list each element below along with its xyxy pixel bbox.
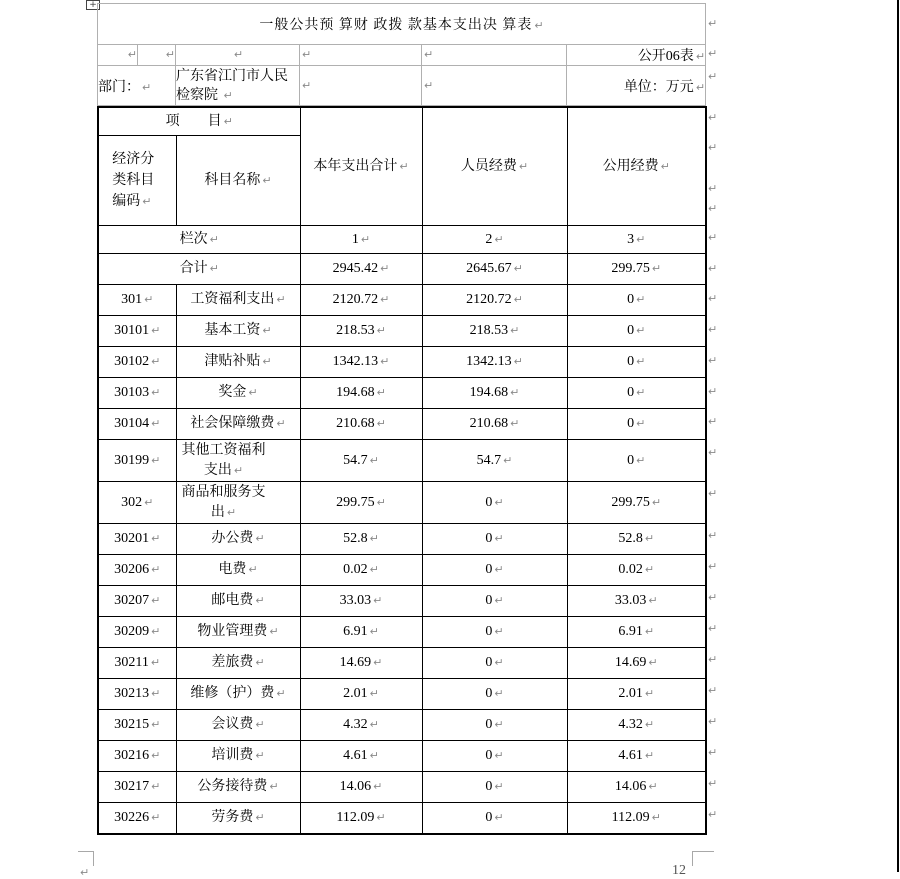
row-code-cell[interactable]: 30213 ↵ (98, 679, 176, 710)
header-index-1[interactable]: 1 ↵ (300, 226, 422, 254)
pilcrow-mark: ↵ (708, 182, 718, 195)
pilcrow-mark: ↵ (255, 656, 265, 669)
pilcrow-mark: ↵ (708, 653, 718, 666)
table-row (98, 316, 706, 347)
row-code-cell[interactable]: 30103 ↵ (98, 378, 176, 409)
row-code-cell[interactable]: 30215 ↵ (98, 710, 176, 741)
header-index-3[interactable]: 3 ↵ (567, 226, 706, 254)
row-name-cell[interactable]: 会议费 ↵ (176, 710, 300, 741)
row-name-cell[interactable]: 工资福利支出 ↵ (176, 285, 300, 316)
pilcrow-mark: ↵ (708, 560, 718, 573)
table-row (98, 482, 706, 524)
pilcrow-mark: ↵ (651, 495, 662, 509)
row-value-cell[interactable]: 4.32 ↵ (567, 710, 706, 741)
pilcrow-mark: ↵ (494, 232, 504, 246)
header-item-group[interactable]: 项 目 ↵ (98, 107, 300, 136)
pilcrow-mark: ↵ (494, 495, 504, 509)
pilcrow-mark: ↵ (636, 232, 646, 246)
pilcrow-mark: ↵ (636, 386, 646, 399)
pilcrow-mark: ↵ (510, 324, 520, 337)
row-value-cell[interactable]: 2.01 ↵ (567, 679, 706, 710)
pilcrow-mark: ↵ (380, 293, 390, 306)
expenditure-table (97, 106, 707, 835)
row-name-cell[interactable]: 办公费 ↵ (176, 524, 300, 555)
pilcrow-mark: ↵ (644, 687, 655, 700)
pilcrow-mark: ↵ (708, 70, 718, 83)
row-code-cell[interactable]: 30217 ↵ (98, 772, 176, 803)
pilcrow-mark: ↵ (708, 47, 718, 60)
row-name-cell[interactable]: 基本工资 ↵ (176, 316, 300, 347)
pilcrow-mark: ↵ (510, 417, 520, 430)
pilcrow-mark: ↵ (151, 532, 161, 545)
table-row (98, 409, 706, 440)
row-code-cell[interactable]: 30199 ↵ (98, 440, 176, 482)
row-value-cell[interactable]: 0 ↵ (567, 285, 706, 316)
sheet-label-row (98, 45, 706, 66)
pilcrow-mark: ↵ (644, 749, 655, 762)
row-value-cell[interactable]: 0 ↵ (422, 772, 567, 803)
pilcrow-mark: ↵ (369, 625, 379, 638)
pilcrow-mark: ↵ (708, 202, 718, 215)
pilcrow-mark: ↵ (424, 48, 434, 61)
table-row (98, 741, 706, 772)
pilcrow-mark: ↵ (651, 262, 662, 275)
table-row (98, 347, 706, 378)
pilcrow-mark: ↵ (636, 417, 646, 430)
row-value-cell[interactable]: 112.09 ↵ (567, 803, 706, 834)
pilcrow-mark: ↵ (424, 78, 434, 92)
row-value-cell[interactable]: 2.01 ↵ (300, 679, 422, 710)
pilcrow-mark: ↵ (494, 780, 504, 793)
table-row (98, 254, 706, 285)
row-value-cell[interactable]: 0 ↵ (422, 710, 567, 741)
title-table (97, 3, 706, 106)
row-value-cell[interactable]: 54.7 ↵ (422, 440, 567, 482)
text-boundary-mark (78, 851, 94, 852)
unit-label[interactable]: 单位：万元 ↵ (567, 66, 706, 106)
pilcrow-mark: ↵ (636, 453, 646, 467)
pilcrow-mark: ↵ (644, 563, 655, 576)
row-value-cell[interactable]: 0 ↵ (422, 586, 567, 617)
pilcrow-mark: ↵ (648, 594, 658, 607)
pilcrow-mark: ↵ (302, 78, 312, 92)
pilcrow-mark: ↵ (151, 386, 161, 399)
pilcrow-mark: ↵ (494, 656, 504, 669)
row-value-cell[interactable]: 52.8 ↵ (300, 524, 422, 555)
pilcrow-mark: ↵ (151, 417, 161, 430)
table-move-handle[interactable]: + (86, 0, 100, 10)
pilcrow-mark: ↵ (376, 324, 386, 337)
row-name-cell[interactable]: 培训费 ↵ (176, 741, 300, 772)
empty-cell[interactable] (300, 66, 422, 106)
row-name-cell[interactable]: 差旅费 ↵ (176, 648, 300, 679)
pilcrow-mark: ↵ (302, 48, 312, 61)
pilcrow-mark: ↵ (695, 50, 706, 63)
row-value-cell[interactable]: 299.75 ↵ (300, 482, 422, 524)
pilcrow-mark: ↵ (373, 594, 383, 607)
pilcrow-mark: ↵ (151, 718, 161, 731)
row-value-cell[interactable]: 194.68 ↵ (422, 378, 567, 409)
pilcrow-mark: ↵ (151, 780, 161, 793)
empty-cell[interactable] (300, 45, 422, 66)
pilcrow-mark: ↵ (369, 687, 379, 700)
row-code-cell[interactable]: 302 ↵ (98, 482, 176, 524)
row-value-cell[interactable]: 14.69 ↵ (300, 648, 422, 679)
pilcrow-mark: ↵ (151, 563, 161, 576)
row-code-cell[interactable]: 30206 ↵ (98, 555, 176, 586)
text-boundary-mark (692, 851, 693, 866)
row-value-cell[interactable]: 218.53 ↵ (300, 316, 422, 347)
pilcrow-mark: ↵ (644, 625, 655, 638)
page-number: 12 (672, 863, 686, 878)
header-row-index (98, 226, 706, 254)
row-value-cell[interactable]: 2645.67 ↵ (422, 254, 567, 285)
row-value-cell[interactable]: 0 ↵ (422, 679, 567, 710)
pilcrow-mark: ↵ (144, 495, 154, 509)
row-value-cell[interactable]: 52.8 ↵ (567, 524, 706, 555)
pilcrow-mark: ↵ (708, 354, 718, 367)
department-row (98, 66, 706, 106)
text-boundary-mark (692, 851, 714, 852)
pilcrow-mark: ↵ (503, 453, 513, 467)
row-value-cell[interactable]: 0 ↵ (422, 524, 567, 555)
pilcrow-mark: ↵ (708, 715, 718, 728)
row-value-cell[interactable]: 1342.13 ↵ (300, 347, 422, 378)
pilcrow-mark: ↵ (648, 780, 658, 793)
pilcrow-mark: ↵ (644, 718, 655, 731)
pilcrow-mark: ↵ (708, 415, 718, 428)
pilcrow-mark: ↵ (708, 746, 718, 759)
row-value-cell[interactable]: 0 ↵ (567, 440, 706, 482)
pilcrow-mark: ↵ (151, 687, 161, 700)
pilcrow-mark: ↵ (142, 195, 152, 208)
empty-cell[interactable] (422, 66, 567, 106)
pilcrow-mark: ↵ (494, 749, 504, 762)
pilcrow-mark: ↵ (255, 594, 265, 607)
pilcrow-mark: ↵ (255, 749, 265, 762)
row-name-cell[interactable]: 社会保障缴费 ↵ (176, 409, 300, 440)
table-row (98, 285, 706, 316)
row-value-cell[interactable]: 2120.72 ↵ (422, 285, 567, 316)
pilcrow-mark: ↵ (269, 780, 279, 793)
pilcrow-mark: ↵ (276, 687, 286, 700)
pilcrow-mark: ↵ (369, 532, 379, 545)
pilcrow-mark: ↵ (708, 262, 718, 275)
row-value-cell[interactable]: 299.75 ↵ (567, 482, 706, 524)
pilcrow-mark: ↵ (494, 625, 504, 638)
sheet-label[interactable]: 公开06表 ↵ (567, 45, 706, 66)
pilcrow-mark: ↵ (534, 19, 544, 32)
table-row (98, 524, 706, 555)
row-name-cell[interactable]: 物业管理费 ↵ (176, 617, 300, 648)
table-row (98, 555, 706, 586)
pilcrow-mark: ↵ (399, 159, 409, 173)
pilcrow-mark: ↵ (369, 718, 379, 731)
pilcrow-mark: ↵ (660, 159, 670, 173)
pilcrow-mark: ↵ (494, 532, 504, 545)
table-row (98, 648, 706, 679)
row-code-cell[interactable]: 30104 ↵ (98, 409, 176, 440)
row-value-cell[interactable]: 14.69 ↵ (567, 648, 706, 679)
pilcrow-mark: ↵ (276, 417, 286, 430)
pilcrow-mark: ↵ (708, 684, 718, 697)
pilcrow-mark: ↵ (276, 293, 286, 306)
pilcrow-mark: ↵ (708, 808, 718, 821)
pilcrow-mark: ↵ (708, 622, 718, 635)
pilcrow-mark: ↵ (369, 563, 379, 576)
row-value-cell[interactable]: 0 ↵ (422, 555, 567, 586)
pilcrow-mark: ↵ (636, 355, 646, 368)
pilcrow-mark: ↵ (269, 625, 279, 638)
row-code-cell[interactable]: 30101 ↵ (98, 316, 176, 347)
pilcrow-mark: ↵ (144, 293, 154, 306)
row-name-cell[interactable]: 电费 ↵ (176, 555, 300, 586)
pilcrow-mark: ↵ (209, 232, 219, 246)
row-name-cell[interactable]: 商品和服务支出 ↵ (176, 482, 300, 524)
header-col-public[interactable]: 公用经费 ↵ (567, 107, 706, 226)
pilcrow-mark: ↵ (248, 386, 258, 399)
pilcrow-mark: ↵ (262, 324, 272, 337)
row-value-cell[interactable]: 14.06 ↵ (567, 772, 706, 803)
header-code[interactable]: 经济分类科目编码 ↵ (98, 136, 176, 226)
row-value-cell[interactable]: 4.61 ↵ (300, 741, 422, 772)
pilcrow-mark: ↵ (248, 563, 258, 576)
pilcrow-mark: ↵ (494, 563, 504, 576)
row-value-cell[interactable]: 0 ↵ (567, 347, 706, 378)
pilcrow-mark: ↵ (373, 780, 383, 793)
row-value-cell[interactable]: 0 ↵ (567, 378, 706, 409)
pilcrow-mark: ↵ (376, 810, 386, 824)
row-value-cell[interactable]: 2120.72 ↵ (300, 285, 422, 316)
pilcrow-mark: ↵ (151, 324, 161, 337)
row-value-cell[interactable]: 0 ↵ (422, 617, 567, 648)
row-value-cell[interactable]: 33.03 ↵ (300, 586, 422, 617)
pilcrow-mark: ↵ (255, 810, 265, 824)
row-value-cell[interactable]: 4.32 ↵ (300, 710, 422, 741)
row-name-cell[interactable]: 其他工资福利支出 ↵ (176, 440, 300, 482)
pilcrow-mark: ↵ (648, 656, 658, 669)
pilcrow-mark: ↵ (636, 293, 646, 306)
row-code-cell[interactable]: 30201 ↵ (98, 524, 176, 555)
row-code-cell[interactable]: 30102 ↵ (98, 347, 176, 378)
pilcrow-mark: ↵ (494, 687, 504, 700)
row-value-cell[interactable]: 0.02 ↵ (567, 555, 706, 586)
pilcrow-mark: ↵ (369, 453, 379, 467)
pilcrow-mark: ↵ (636, 324, 646, 337)
pilcrow-mark: ↵ (369, 749, 379, 762)
pilcrow-mark: ↵ (518, 159, 529, 173)
table-row (98, 586, 706, 617)
pilcrow-mark: ↵ (373, 656, 383, 669)
row-value-cell[interactable]: 0 ↵ (422, 482, 567, 524)
pilcrow-mark: ↵ (708, 446, 718, 459)
pilcrow-mark: ↵ (151, 594, 161, 607)
header-subject-name[interactable]: 科目名称 ↵ (176, 136, 300, 226)
row-value-cell[interactable]: 54.7 ↵ (300, 440, 422, 482)
row-value-cell[interactable]: 299.75 ↵ (567, 254, 706, 285)
pilcrow-mark: ↵ (150, 656, 161, 669)
row-code-cell[interactable]: 30211 ↵ (98, 648, 176, 679)
row-code-cell[interactable]: 301 ↵ (98, 285, 176, 316)
pilcrow-mark: ↵ (695, 80, 706, 94)
row-name-cell[interactable]: 维修（护）费 ↵ (176, 679, 300, 710)
pilcrow-mark: ↵ (233, 48, 244, 61)
row-name-cell[interactable]: 邮电费 ↵ (176, 586, 300, 617)
pilcrow-mark: ↵ (708, 292, 718, 305)
header-index-2[interactable]: 2 ↵ (422, 226, 567, 254)
pilcrow-mark: ↵ (151, 810, 161, 824)
pilcrow-mark: ↵ (708, 231, 718, 244)
pilcrow-mark: ↵ (513, 262, 523, 275)
row-value-cell[interactable]: 210.68 ↵ (422, 409, 567, 440)
row-value-cell[interactable]: 0 ↵ (422, 803, 567, 834)
header-index-label[interactable]: 栏次 ↵ (98, 226, 300, 254)
row-value-cell[interactable]: 0.02 ↵ (300, 555, 422, 586)
row-name-cell[interactable]: 奖金 ↵ (176, 378, 300, 409)
table-row (98, 378, 706, 409)
pilcrow-mark: ↵ (494, 810, 504, 824)
row-code-cell[interactable]: 30226 ↵ (98, 803, 176, 834)
pilcrow-mark: ↵ (376, 495, 386, 509)
pilcrow-mark: ↵ (262, 173, 272, 187)
pilcrow-mark: ↵ (513, 293, 523, 306)
pilcrow-mark: ↵ (360, 232, 371, 246)
pilcrow-mark: ↵ (708, 141, 718, 154)
row-name-cell[interactable]: 津贴补贴 ↵ (176, 347, 300, 378)
title-row (98, 4, 706, 45)
row-value-cell[interactable]: 4.61 ↵ (567, 741, 706, 772)
pilcrow-mark: ↵ (255, 532, 265, 545)
pilcrow-mark: ↵ (151, 625, 161, 638)
pilcrow-mark: ↵ (708, 777, 718, 790)
header-row-item (98, 107, 706, 136)
row-value-cell[interactable]: 6.91 ↵ (567, 617, 706, 648)
pilcrow-mark: ↵ (151, 355, 161, 368)
row-value-cell[interactable]: 2945.42 ↵ (300, 254, 422, 285)
empty-cell[interactable] (176, 45, 300, 66)
table-row (98, 440, 706, 482)
table-row (98, 772, 706, 803)
row-code-cell[interactable]: 30207 ↵ (98, 586, 176, 617)
pilcrow-mark: ↵ (151, 749, 161, 762)
pilcrow-mark: ↵ (494, 718, 504, 731)
pilcrow-mark: ↵ (151, 453, 161, 467)
pilcrow-mark: ↵ (262, 355, 272, 368)
pilcrow-mark: ↵ (708, 17, 718, 30)
row-name-cell[interactable]: 公务接待费 ↵ (176, 772, 300, 803)
pilcrow-mark: ↵ (708, 323, 718, 336)
row-value-cell[interactable]: 1342.13 ↵ (422, 347, 567, 378)
row-value-cell[interactable]: 6.91 ↵ (300, 617, 422, 648)
text-boundary-mark (93, 851, 94, 866)
report-title[interactable]: 一般公共预 算财 政拨 款基本支出决 算表 ↵ (98, 4, 706, 45)
row-value-cell[interactable]: 0 ↵ (567, 316, 706, 347)
row-name-cell[interactable]: 劳务费 ↵ (176, 803, 300, 834)
row-value-cell[interactable]: 0 ↵ (422, 648, 567, 679)
row-value-cell[interactable]: 33.03 ↵ (567, 586, 706, 617)
pilcrow-mark: ↵ (708, 385, 718, 398)
pilcrow-mark: ↵ (223, 114, 233, 128)
window-edge-line (897, 0, 899, 872)
pilcrow-mark: ↵ (376, 386, 386, 399)
pilcrow-mark: ↵ (233, 463, 244, 477)
row-code-cell[interactable]: 30209 ↵ (98, 617, 176, 648)
row-value-cell[interactable]: 0 ↵ (567, 409, 706, 440)
row-value-cell[interactable]: 194.68 ↵ (300, 378, 422, 409)
row-code-cell[interactable]: 30216 ↵ (98, 741, 176, 772)
pilcrow-mark: ↵ (708, 529, 718, 542)
empty-cell[interactable] (98, 45, 138, 66)
pilcrow-mark: ↵ (708, 111, 718, 124)
row-label-cell[interactable]: 合计 ↵ (98, 254, 300, 285)
table-row (98, 679, 706, 710)
table-row (98, 710, 706, 741)
pilcrow-mark: ↵ (80, 866, 90, 879)
pilcrow-mark: ↵ (226, 505, 237, 519)
department-name[interactable]: 广东省江门市人民检察院 ↵ (176, 66, 300, 106)
pilcrow-mark: ↵ (494, 594, 504, 607)
table-row (98, 617, 706, 648)
row-value-cell[interactable]: 210.68 ↵ (300, 409, 422, 440)
pilcrow-mark: ↵ (127, 48, 137, 61)
pilcrow-mark: ↵ (513, 355, 523, 368)
pilcrow-mark: ↵ (510, 386, 520, 399)
pilcrow-mark: ↵ (644, 532, 655, 545)
pilcrow-mark: ↵ (380, 262, 390, 275)
document-content (97, 3, 707, 835)
pilcrow-mark: ↵ (255, 718, 265, 731)
pilcrow-mark: ↵ (165, 48, 175, 61)
pilcrow-mark: ↵ (651, 810, 661, 824)
pilcrow-mark: ↵ (708, 591, 718, 604)
department-label[interactable]: 部门： ↵ (98, 66, 176, 106)
empty-cell[interactable] (422, 45, 567, 66)
pilcrow-mark: ↵ (380, 355, 390, 368)
pilcrow-mark: ↵ (376, 417, 386, 430)
row-value-cell[interactable]: 112.09 ↵ (300, 803, 422, 834)
pilcrow-mark: ↵ (708, 487, 718, 500)
table-row (98, 803, 706, 834)
empty-cell[interactable] (138, 45, 176, 66)
row-value-cell[interactable]: 14.06 ↵ (300, 772, 422, 803)
pilcrow-mark: ↵ (142, 80, 152, 94)
pilcrow-mark: ↵ (209, 262, 219, 275)
row-value-cell[interactable]: 218.53 ↵ (422, 316, 567, 347)
row-value-cell[interactable]: 0 ↵ (422, 741, 567, 772)
header-col-total[interactable]: 本年支出合计 ↵ (300, 107, 422, 226)
header-col-personnel[interactable]: 人员经费 ↵ (422, 107, 567, 226)
pilcrow-mark: ↵ (223, 88, 233, 102)
